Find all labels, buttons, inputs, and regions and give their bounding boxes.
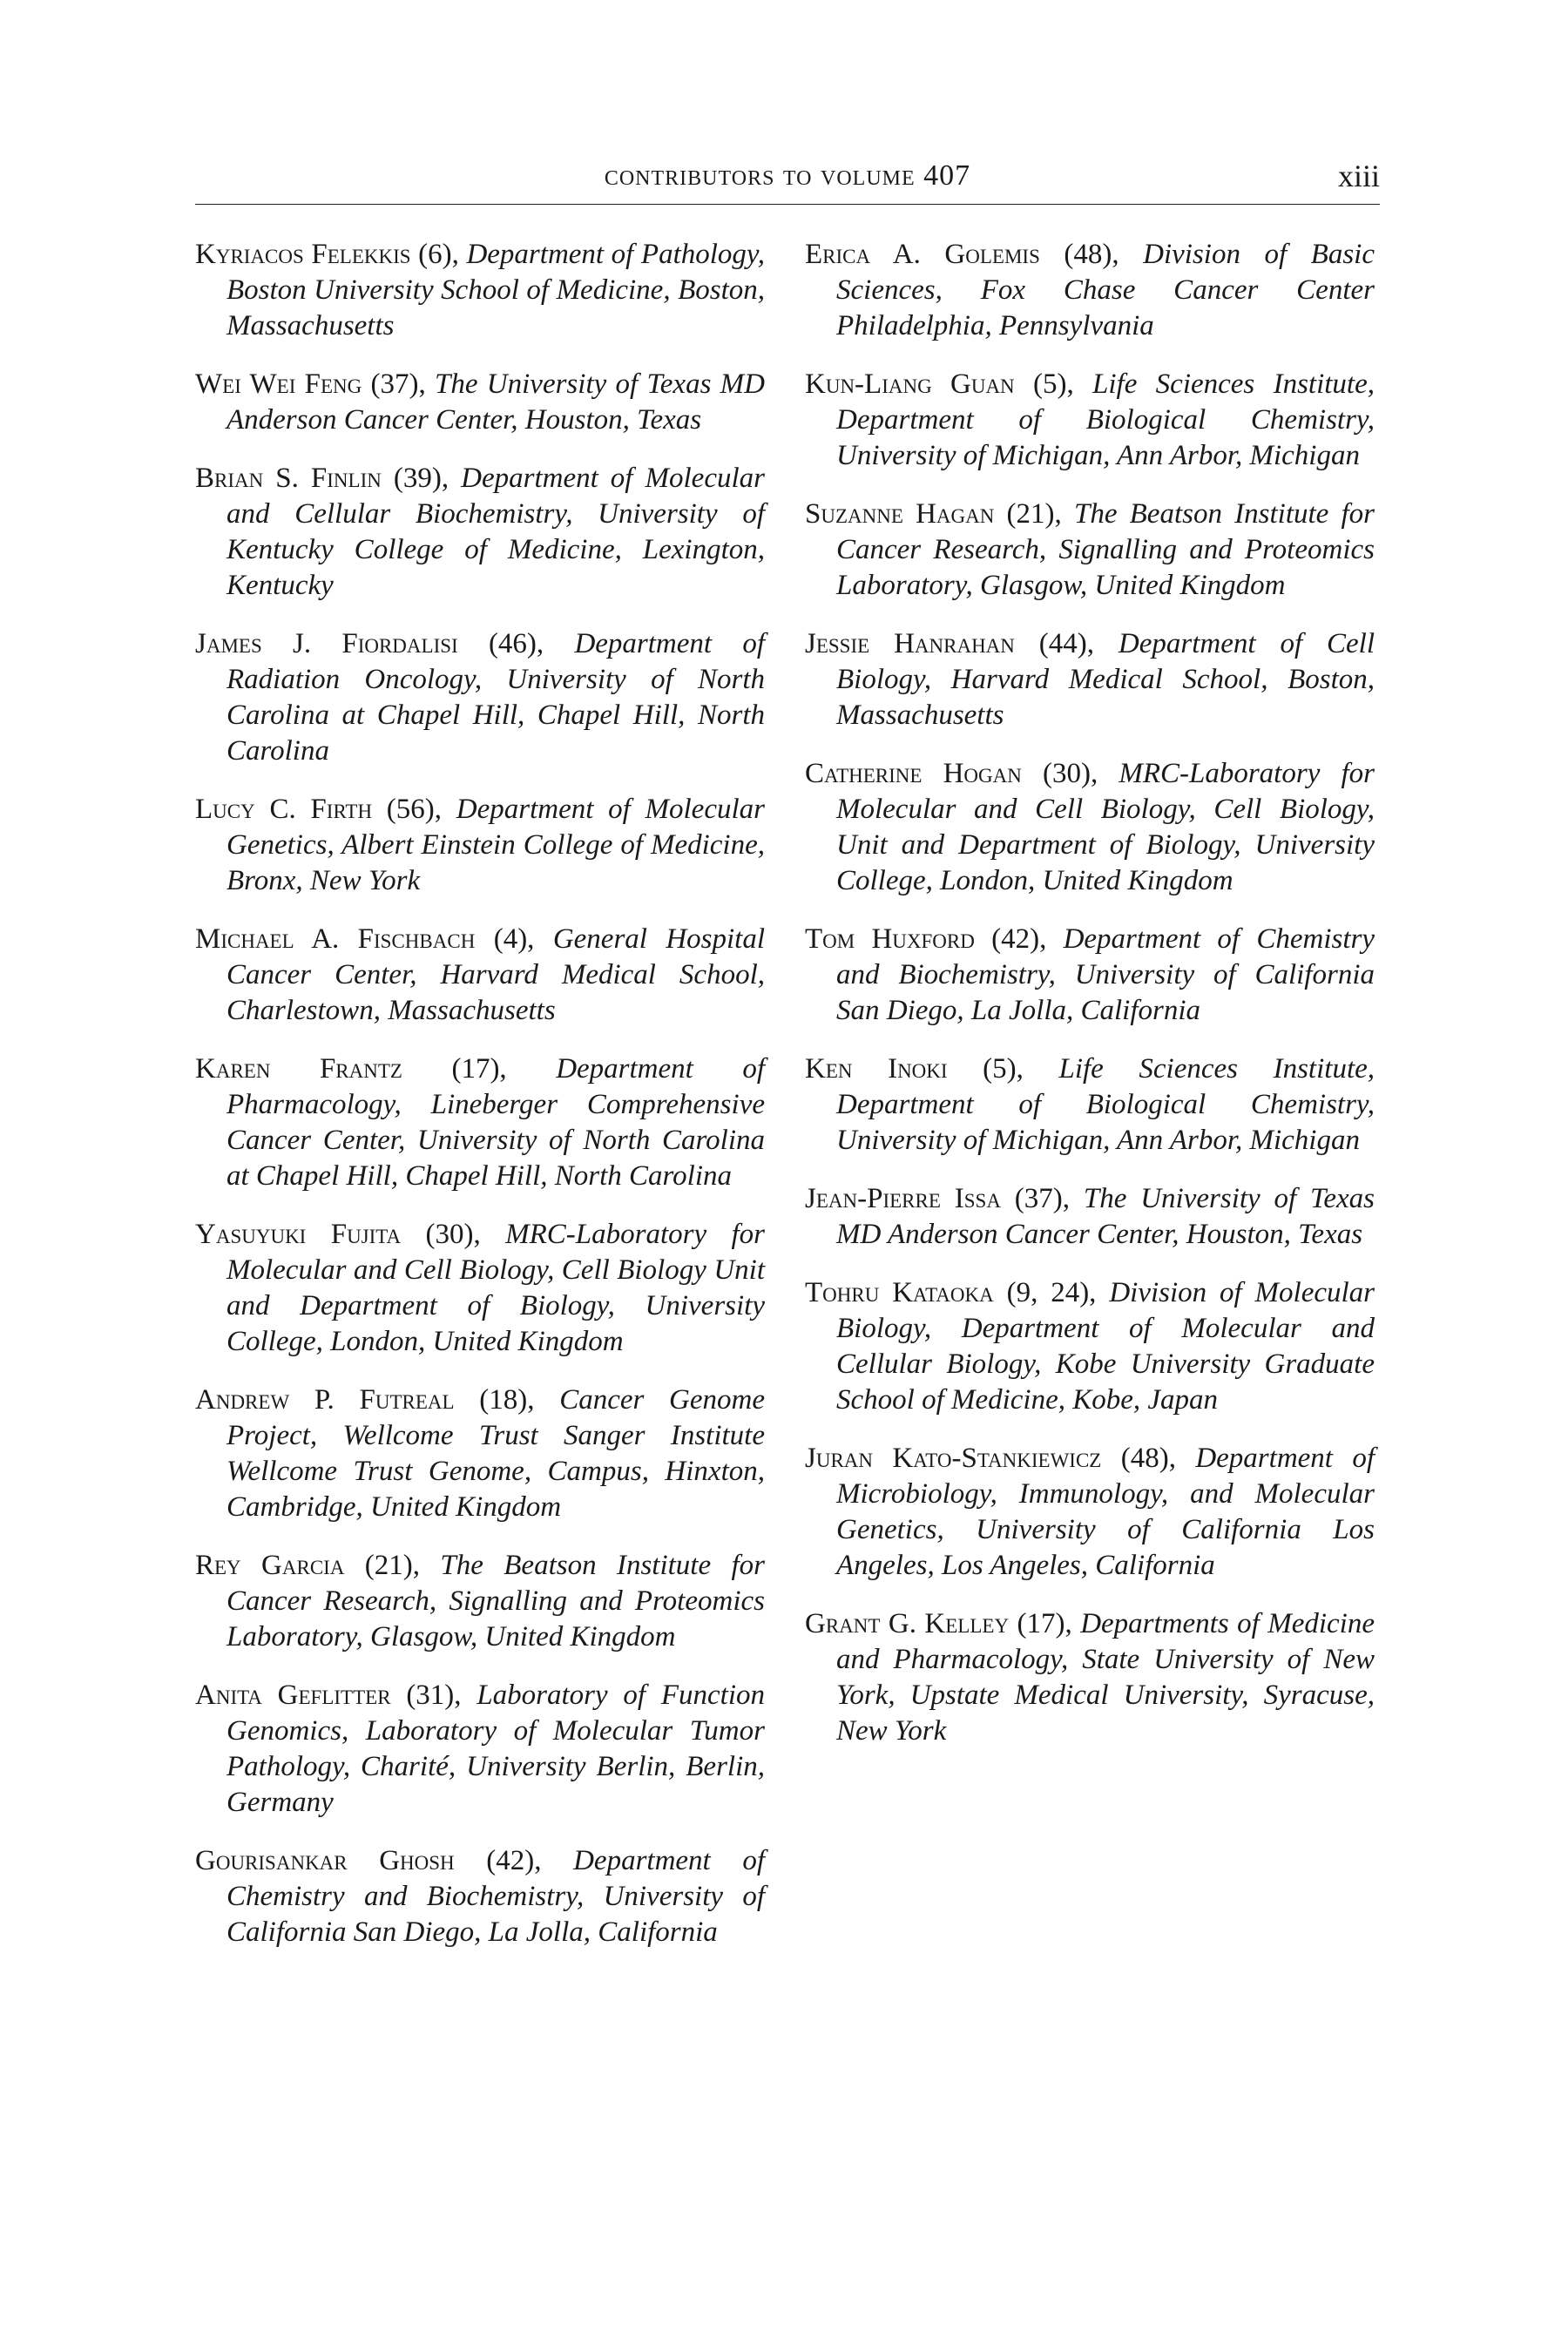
contributor-entry [805,1441,1375,1584]
affiliation: Department of Microbiology, Immunology, and Molecular Genetics, University of California Los Angeles, Los Angeles, California [836,1443,1375,1581]
page-header [195,155,1380,205]
contributor-entry [195,1843,765,1950]
contributor-entry [805,1275,1375,1418]
contributor-entry [195,922,765,1029]
contributor-entry [195,626,765,769]
contributor-entry [805,367,1375,474]
contributor-entry [195,237,765,344]
chapter-number: (46), [457,628,575,659]
contributor-name: Tom Huxford [805,923,975,955]
chapter-number: (30), [1021,758,1119,789]
contributor-name: Jessie Hanrahan [805,628,1015,659]
contributor-name: Kyriacos Felekkis [195,239,411,270]
contributor-name: Yasuyuki Fujita [195,1219,402,1250]
contributor-entry [195,1548,765,1655]
affiliation: The Beatson Institute for Cancer Research, Signalling and Proteomics Laboratory, Glasgow, United Kingdom [836,498,1375,601]
chapter-number: (21), [344,1550,441,1581]
contributor-name: Kun-Liang Guan [805,368,1015,400]
affiliation: Department of Chemistry and Biochemistry, University of California San Diego, La Jolla, California [836,923,1375,1026]
chapter-number: (48), [1101,1443,1196,1474]
affiliation: Life Sciences Institute, Department of Biological Chemistry, University of Michigan, Ann Arbor, Michigan [836,1053,1375,1156]
chapter-number: (39), [381,463,462,494]
contributor-name: Juran Kato-Stankiewicz [805,1443,1102,1474]
affiliation: Department of Molecular Genetics, Albert Einstein College of Medicine, Bronx, New York [226,794,765,896]
chapter-number: (42), [454,1845,574,1876]
contributor-name: Rey Garcia [195,1550,345,1581]
chapter-number: (48), [1039,239,1144,270]
contributor-entry [805,1606,1375,1749]
right-column [805,237,1375,1772]
chapter-number: (17), [1009,1608,1081,1639]
chapter-number: (6), [410,239,467,270]
affiliation: The University of Texas MD Anderson Cancer Center, Houston, Texas [836,1183,1375,1250]
contributor-name: Erica A. Golemis [805,239,1040,270]
contributor-name: Andrew P. Futreal [195,1384,455,1416]
contributor-entry [195,461,765,604]
contributor-name: Anita Geflitter [195,1680,391,1711]
contributor-entry [805,497,1375,604]
contributor-entry [195,1217,765,1360]
contributor-name: Karen Frantz [195,1053,402,1085]
contributor-name: Michael A. Fischbach [195,923,476,955]
chapter-number: (56), [372,794,456,825]
affiliation: Life Sciences Institute, Department of Biological Chemistry, University of Michigan, Ann Arbor, Michigan [836,368,1375,471]
running-head: contributors to volume 407 [604,159,971,192]
affiliation: Division of Molecular Biology, Department of Molecular and Cellular Biology, Kobe University Graduate School of Medicine, Kobe, Japan [836,1277,1375,1416]
contributor-name: Wei Wei Feng [195,368,362,400]
chapter-number: (44), [1014,628,1119,659]
contributor-entry [195,792,765,899]
chapter-number: (31), [390,1680,477,1711]
contributor-entry [805,237,1375,344]
affiliation: Laboratory of Function Genomics, Laboratory of Molecular Tumor Pathology, Charité, University Berlin, Berlin, Germany [226,1680,765,1818]
chapter-number: (5), [1014,368,1093,400]
affiliation: Department of Pharmacology, Lineberger Comprehensive Cancer Center, University of North Carolina at Chapel Hill, Chapel Hill, North Carolina [226,1053,765,1192]
contributor-entry [195,1678,765,1821]
affiliation: MRC-Laboratory for Molecular and Cell Biology, Cell Biology, Unit and Department of Biology, University College, London, United Kingdom [836,758,1375,896]
contributor-name: James J. Fiordalisi [195,628,458,659]
chapter-number: (9, 24), [993,1277,1110,1308]
contributor-name: Brian S. Finlin [195,463,382,494]
chapter-number: (21), [994,498,1074,530]
contributor-name: Catherine Hogan [805,758,1022,789]
page-number: xiii [1337,159,1380,193]
contributor-entry [805,1051,1375,1159]
chapter-number: (18), [454,1384,560,1416]
affiliation: Department of Pathology, Boston University School of Medicine, Boston, Massachusetts [226,239,765,341]
chapter-number: (30), [401,1219,506,1250]
contributor-name: Ken Inoki [805,1053,948,1085]
contributor-entry [805,1181,1375,1253]
contributor-name: Jean-Pierre Issa [805,1183,1001,1214]
affiliation: Division of Basic Sciences, Fox Chase Cancer Center Philadelphia, Pennsylvania [836,239,1375,341]
affiliation: General Hospital Cancer Center, Harvard Medical School, Charlestown, Massachusetts [226,923,765,1026]
contributor-name: Tohru Kataoka [805,1277,994,1308]
affiliation: MRC-Laboratory for Molecular and Cell Biology, Cell Biology Unit and Department of Biology, University College, London, United Kingdom [226,1219,765,1357]
affiliation: Department of Chemistry and Biochemistry, University of California San Diego, La Jolla, California [226,1845,765,1948]
contributor-entry [805,756,1375,899]
contributor-entry [195,1382,765,1525]
contributor-entry [805,922,1375,1029]
chapter-number: (4), [475,923,553,955]
contributor-name: Gourisankar Ghosh [195,1845,455,1876]
affiliation: The University of Texas MD Anderson Cancer Center, Houston, Texas [226,368,765,436]
chapter-number: (37), [362,368,436,400]
contributor-name: Grant G. Kelley [805,1608,1010,1639]
affiliation: Departments of Medicine and Pharmacology, State University of New York, Upstate Medical University, Syracuse, New York [836,1608,1375,1747]
left-column [195,237,765,1973]
affiliation: Department of Radiation Oncology, University of North Carolina at Chapel Hill, Chapel Hill, North Carolina [226,628,765,767]
affiliation: Department of Molecular and Cellular Biochemistry, University of Kentucky College of Medicine, Lexington, Kentucky [226,463,765,601]
chapter-number: (42), [974,923,1064,955]
contributor-entry [195,367,765,438]
affiliation: The Beatson Institute for Cancer Research, Signalling and Proteomics Laboratory, Glasgow, United Kingdom [226,1550,765,1652]
contributor-entry [805,626,1375,733]
contributor-name: Lucy C. Firth [195,794,373,825]
affiliation: Department of Cell Biology, Harvard Medical School, Boston, Massachusetts [836,628,1375,731]
chapter-number: (17), [402,1053,557,1085]
contributor-name: Suzanne Hagan [805,498,995,530]
chapter-number: (37), [1000,1183,1084,1214]
affiliation: Cancer Genome Project, Wellcome Trust Sanger Institute Wellcome Trust Genome, Campus, Hinxton, Cambridge, United Kingdom [226,1384,765,1523]
chapter-number: (5), [947,1053,1059,1085]
contributor-entry [195,1051,765,1194]
